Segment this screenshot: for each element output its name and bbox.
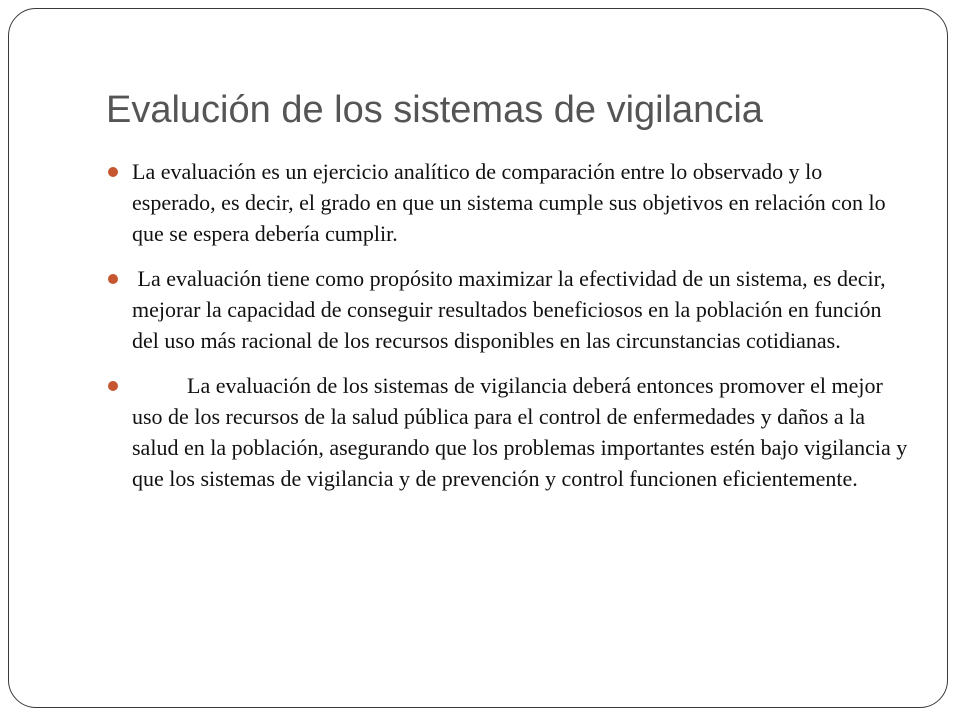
bullet-text: La evaluación es un ejercicio analítico de comparación entre lo observado y lo esperado, es decir, el grado en que un sistema cumple sus objetivos en relación con lo que se espera debería cumplir. bbox=[132, 159, 892, 246]
bullet-dot-icon bbox=[108, 381, 118, 391]
bullet-text: La evaluación de los sistemas de vigilancia deberá entonces promover el mejor uso de los recursos de la salud pública para el control de enfermedades y daños a la salud en la población, asegurando que los problemas importantes estén bajo vigilancia y que los sistemas de vigilancia y de prevención y control funcionen eficientemente. bbox=[132, 373, 913, 491]
bullet-dot-icon bbox=[108, 274, 118, 284]
slide-title: Evalución de los sistemas de vigilancia bbox=[106, 89, 763, 131]
bullet-item bbox=[108, 263, 908, 356]
bullet-text: La evaluación tiene como propósito maximizar la efectividad de un sistema, es decir, mejorar la capacidad de conseguir resultados beneficiosos en la población en función del uso más racional de los recursos disponibles en las circunstancias cotidianas. bbox=[132, 266, 892, 353]
bullet-list bbox=[108, 156, 913, 508]
bullet-item bbox=[108, 156, 908, 249]
bullet-dot-icon bbox=[108, 167, 118, 177]
bullet-item bbox=[108, 370, 913, 494]
